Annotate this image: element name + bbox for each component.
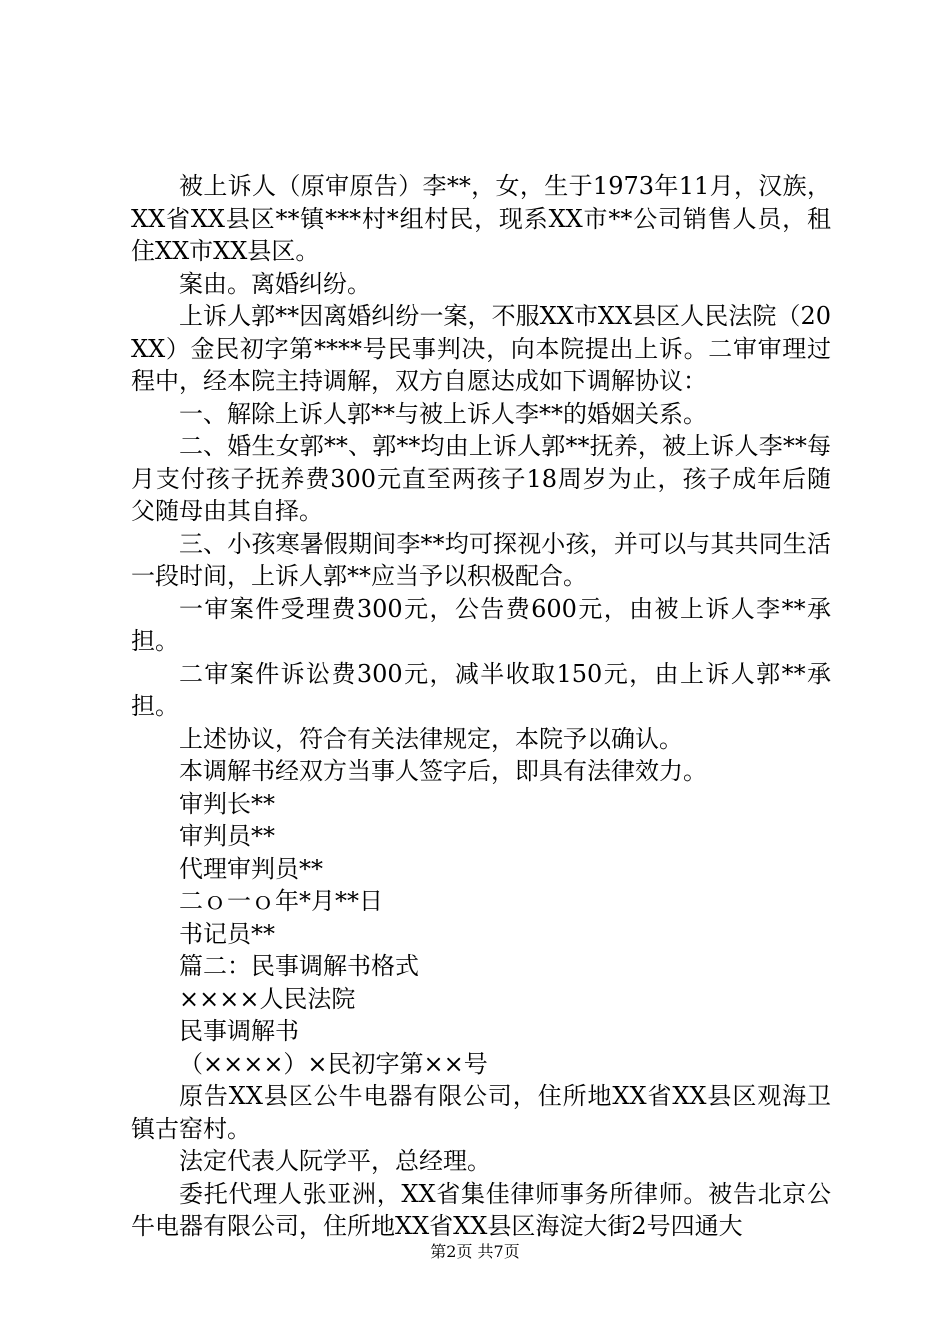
paragraph-agreement-3: 三、小孩寒暑假期间李**均可探视小孩，并可以与其共同生活一段时间，上诉人郭**应当予以积极配合。 — [131, 529, 831, 590]
document-date: 二ｏ一ｏ年*月**日 — [179, 887, 383, 915]
paragraph-agreement-2: 二、婚生女郭**、郭**均由上诉人郭**抚养，被上诉人李**每月支付孩子抚养费300元直至两孩子18周岁为止，孩子成年后随父随母由其自择。 — [131, 432, 831, 525]
signature-chief-judge: 审判长** — [179, 789, 275, 818]
paragraph-legal-representative: 法定代表人阮学平，总经理。 — [179, 1147, 491, 1175]
paragraph-agreement-1: 一、解除上诉人郭**与被上诉人李**的婚姻关系。 — [179, 399, 707, 428]
case-number: （××××）×民初字第××号 — [179, 1049, 488, 1078]
court-name: ××××人民法院 — [179, 984, 356, 1013]
paragraph-appeal-summary: 上诉人郭**因离婚纠纷一案，不服XX市XX县区人民法院（20XX）金民初字第****号民事判决，向本院提出上诉。二审审理过程中，经本院主持调解，双方自愿达成如下调解协议： — [131, 302, 831, 395]
paragraph-agent-and-defendant: 委托代理人张亚洲，XX省集佳律师事务所律师。被告北京公牛电器有限公司，住所地XX省XX县区海淀大街2号四通大 — [131, 1179, 831, 1240]
page-footer — [0, 1242, 950, 1262]
document-type-title: 民事调解书 — [179, 1017, 299, 1045]
paragraph-first-instance-fee: 一审案件受理费300元，公告费600元，由被上诉人李**承担。 — [131, 594, 831, 655]
signature-judge: 审判员** — [179, 822, 275, 850]
paragraph-case-cause: 案由。离婚纠纷。 — [179, 269, 371, 298]
document-body — [131, 170, 831, 1243]
paragraph-plaintiff-info: 原告XX县区公牛电器有限公司，住所地XX省XX县区观海卫镇古窑村。 — [131, 1082, 831, 1143]
signature-clerk: 书记员** — [179, 919, 275, 948]
paragraph-appellee-info: 被上诉人（原审原告）李**，女，生于1973年11月，汉族，XX省XX县区**镇***村*组村民，现系XX市**公司销售人员，租住XX市XX县区。 — [131, 172, 831, 265]
paragraph-legal-effect: 本调解书经双方当事人签字后，即具有法律效力。 — [179, 757, 707, 785]
section-heading: 篇二：民事调解书格式 — [179, 952, 419, 980]
page-indicator: 第2页 共7页 — [430, 1242, 520, 1261]
signature-acting-judge: 代理审判员** — [179, 854, 323, 883]
paragraph-second-instance-fee: 二审案件诉讼费300元，减半收取150元，由上诉人郭**承担。 — [131, 659, 831, 720]
paragraph-confirmation: 上述协议，符合有关法律规定，本院予以确认。 — [179, 724, 683, 753]
